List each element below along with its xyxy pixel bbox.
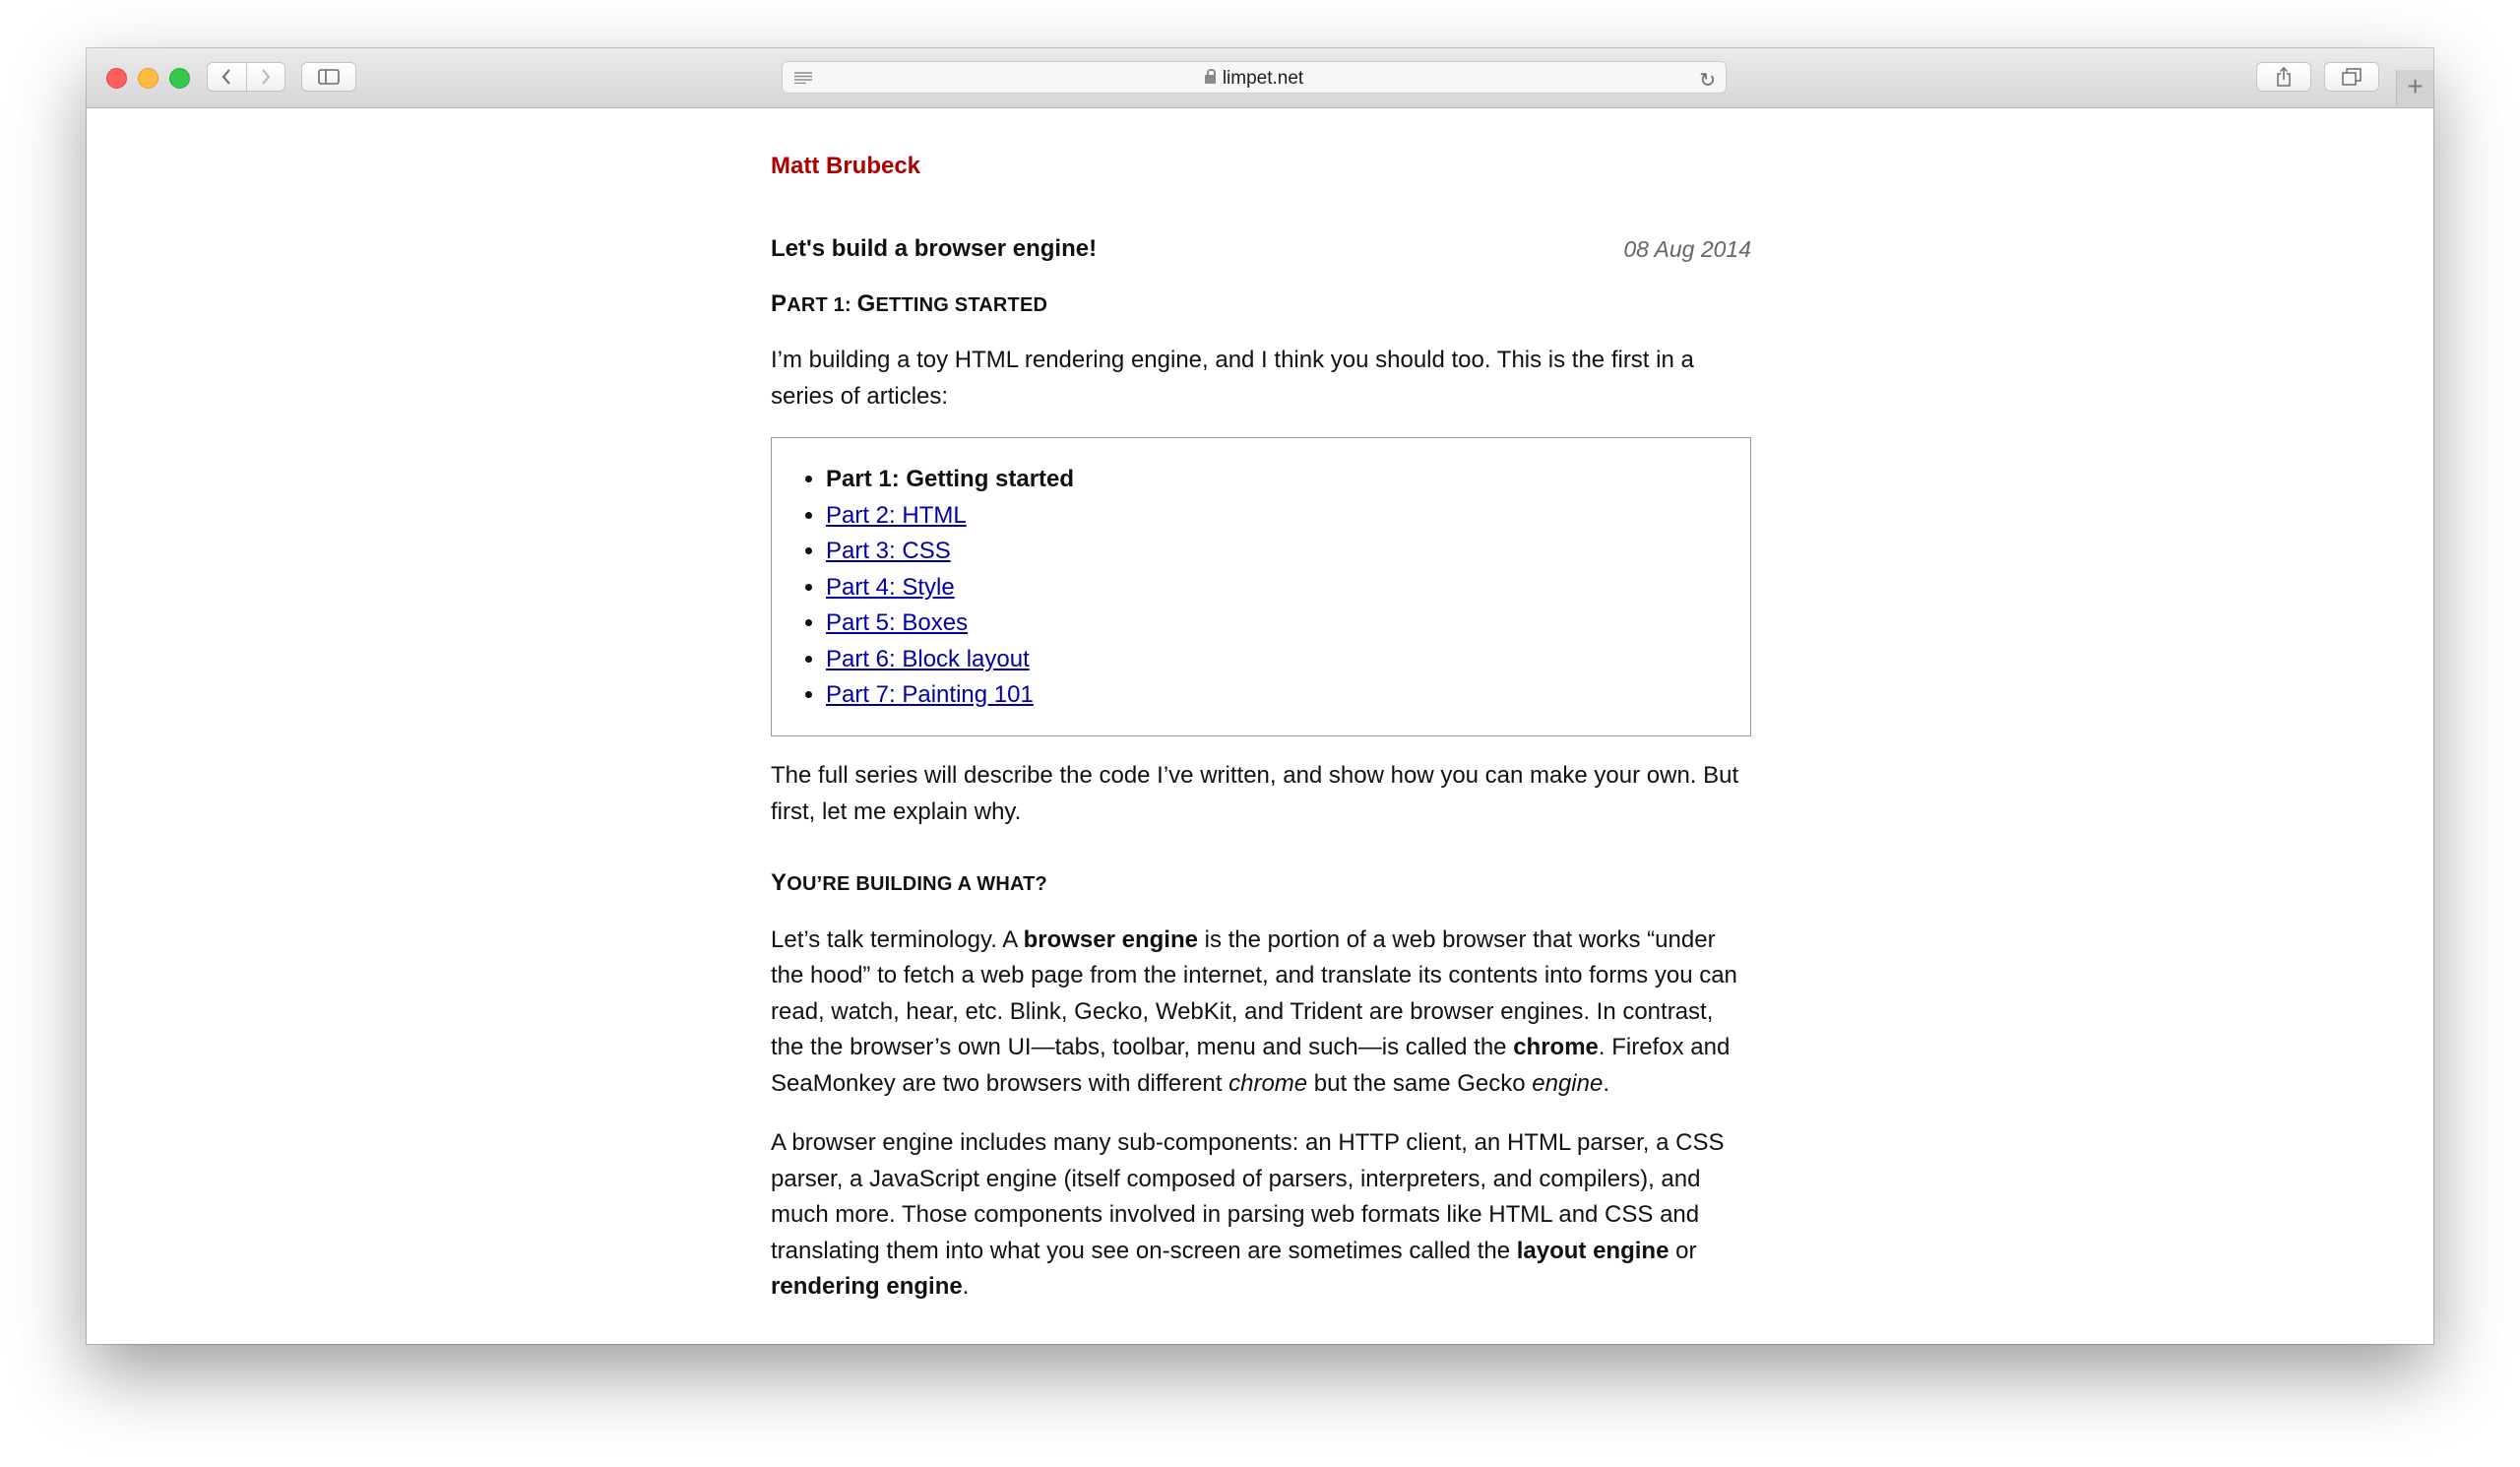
- toc-link-part-2[interactable]: Part 2: HTML: [826, 501, 967, 529]
- address-bar[interactable]: [782, 61, 1727, 94]
- toc-link-part-4[interactable]: Part 4: Style: [826, 573, 955, 601]
- minimize-window-button[interactable]: [138, 68, 158, 89]
- post-date: 08 Aug 2014: [1623, 235, 1751, 262]
- toc-link-part-7[interactable]: Part 7: Painting 101: [826, 681, 1034, 708]
- plus-icon: +: [2407, 71, 2424, 101]
- share-icon: [2276, 67, 2292, 87]
- reload-icon[interactable]: ↻: [1699, 70, 1716, 92]
- chevron-right-icon: [260, 68, 272, 86]
- toc-item: [826, 606, 1750, 642]
- series-note-paragraph: The full series will describe the code I’ve written, and show how you can make your own. But first, let me explain why.: [771, 762, 1739, 825]
- browser-toolbar: [87, 48, 2433, 108]
- new-tab-button[interactable]: [2396, 70, 2433, 107]
- toc-link-part-3[interactable]: Part 3: CSS: [826, 538, 951, 564]
- lock-icon: [1205, 75, 1216, 84]
- url-display[interactable]: [783, 68, 1726, 90]
- back-button[interactable]: [208, 63, 246, 91]
- intro-paragraph: I’m building a toy HTML rendering engine, and I think you should too. This is the first in a series of articles:: [771, 347, 1694, 410]
- site-name-link[interactable]: Matt Brubeck: [771, 153, 921, 179]
- share-button[interactable]: [2256, 62, 2311, 92]
- forward-button[interactable]: [246, 63, 285, 91]
- sidebar-icon: [318, 69, 340, 85]
- toc-item: [826, 534, 1750, 570]
- toc-link-part-5[interactable]: Part 5: Boxes: [826, 609, 969, 636]
- sidebar-button[interactable]: [301, 62, 356, 92]
- components-paragraph: A browser engine includes many sub-components: an HTTP client, an HTML parser, a CSS parser, a JavaScript engine (itself composed of parsers, interpreters, and compilers), and much more. Those components involved in parsing web formats like HTML and CSS and translating them into what you see on-screen are sometimes called the layout engine or rendering engine.: [771, 1129, 1725, 1300]
- toc-link-part-6[interactable]: Part 6: Block layout: [826, 645, 1030, 672]
- tabs-overview-button[interactable]: [2324, 62, 2379, 92]
- browser-window: [87, 48, 2433, 1344]
- toc-item: [826, 642, 1750, 678]
- toc-item: [826, 498, 1750, 535]
- post-title: Let's build a browser engine!: [771, 234, 1098, 262]
- post-header: [771, 231, 1751, 267]
- close-window-button[interactable]: [106, 68, 127, 89]
- chevron-left-icon: [220, 68, 232, 86]
- zoom-window-button[interactable]: [169, 68, 190, 89]
- toc-item-current: • Part 1: Getting started: [826, 462, 1750, 498]
- section-heading-building-what: YOU’RE BUILDING A WHAT?: [771, 869, 1047, 896]
- article-page: [771, 141, 1751, 1306]
- section-heading-getting-started: PART 1: GETTING STARTED: [771, 289, 1048, 317]
- navigation-buttons: [207, 62, 285, 92]
- toc-item: [826, 570, 1750, 606]
- series-toc: [771, 437, 1751, 736]
- toc-item: [826, 677, 1750, 714]
- tabs-icon: [2342, 68, 2362, 86]
- url-text: limpet.net: [1222, 68, 1304, 89]
- terminology-paragraph: Let’s talk terminology. A browser engine is the portion of a web browser that works “under the hood” to fetch a web page from the internet, and translate its contents into forms you can read, watch, hear, etc. Blink, Gecko, WebKit, and Trident are browser engines. In contrast, the the browser’s own UI—tabs, toolbar, menu and such—is called the chrome. Firefox and SeaMonkey are two browsers with different chrome but the same Gecko engine.: [771, 925, 1737, 1097]
